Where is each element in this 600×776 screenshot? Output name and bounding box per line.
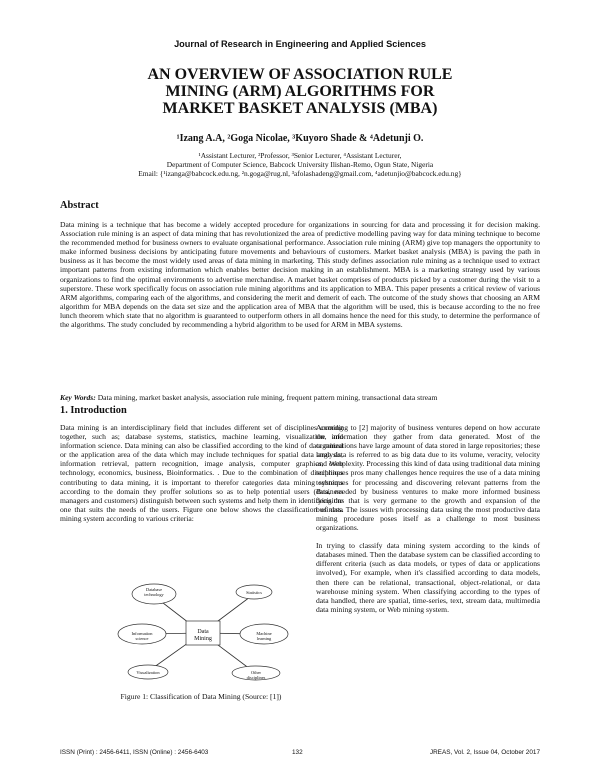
- author-roles: ¹Assistant Lecturer, ²Professor, ³Senior Lecturer, ⁴Assistant Lecturer,: [198, 151, 402, 160]
- paper-title: [90, 66, 510, 117]
- node-database-label: Database technology: [144, 587, 164, 597]
- intro-paragraph-1: Data mining is an interdisciplinary field that includes different set of disciplines coming together, such as; database systems, statistics, machine learning, visualization, and information science. Data mining can also be classified according to the kind of data mined or the application area of the data which may include techniques for spatial data analysis, information retrieval, pattern recognition, image analysis, computer graphics, Web technology, economics, business, Bioinformatics. . Due to the combination of disciplines contributing to data mining, it is important to therefor categories data mining systems according to the domain they proffer solutions so as to help potential users (Business managers and customers) distinguish between such systems and help them in identifying the one that suits the needs of the users. Figure one below shows the classification of data mining system according to various criteria:: [60, 423, 343, 523]
- center-label: Data Mining: [194, 629, 212, 642]
- journal-name: Journal of Research in Engineering and Applied Sciences: [174, 39, 426, 49]
- introduction-heading: 1. Introduction: [60, 405, 127, 416]
- classification-diagram: [114, 580, 290, 686]
- intro-paragraph-2: According to [2] majority of business ventures depend on how accurate the information they gather from data generated. Most of the organizations have large amount of data stored in large repositories; these large data is referred to as big data due to its volume, veracity, velocity and complexity. Processing this kind of data using traditional data mining techniques pros many challenges hence requires the use of a data mining techniques for processing and discovering relevant patterns from the data, needed by business ventures to make more informed business decisions that is very germane to the growth and expansion of the business. The issues with processing data using the most productive data mining procedure poses itself as a challenge to most business organizations.: [316, 423, 540, 533]
- footer-journal-issue: JREAS, Vol. 2, Issue 04, October 2017: [429, 749, 540, 756]
- title-line-2: MINING (ARM) ALGORITHMS FOR: [165, 83, 435, 100]
- abstract-heading: Abstract: [60, 200, 99, 211]
- department: Department of Computer Science, Babcock University Ilishan-Remo, Ogun State, Nigeria: [166, 160, 434, 169]
- node-vis-label: Visualization: [136, 670, 160, 675]
- figure-caption: Figure 1: Classification of Data Mining (Source: [1]): [120, 692, 282, 701]
- abstract-text: Data mining is a technique that has become a widely accepted procedure for organizations in sourcing for data and processing it for decision making. Association rule mining is an aspect of data mining that has revolutionized the area of predictive modelling paving way for data mining technique to become the recommended method for business owners to evaluate organisational performance. Association rule mining (ARM) give top managers the opportunity to make informed business decisions by anticipating future movements and behaviours of customers. Market basket analysis (MBA) is paving the path in business as it has become the most widely used areas of data mining in marketing. This study defines association rule mining as a technique used to extract important patterns from existing information which enables better decision making in an establishment. MBA is a marketing strategy used by various organizations to find the optimal environments to advertise merchandise. A market basket comprises of products picked by a customer during the visit to a superstore. These work specifically focus on association rule mining algorithms and its application to MBA. This paper presents a critical review of various ARM algorithms, comparing each of the algorithms, and considering the merit and demerit of each. The outcome of the study shows that choosing an ARM algorithm for MBA depends on the data set size and the application area of MBA that the algorithm will be used, this is because according to the no free lunch theorem which state that no algorithm is guaranteed to outperform others in all domains hence the need for this study, to determine the performance of the algorithms. The study concluded by recommending a hybrid algorithm to be used for ARM in MBA systems.: [60, 220, 540, 330]
- emails: Email: {¹izanga@babcock.edu.ng, ²n.goga@rug.nl, ³afolashadeng@gmail.com, ⁴adetunjio@babcock.edu.ng}: [138, 169, 462, 178]
- title-line-3: MARKET BASKET ANALYSIS (MBA): [162, 100, 438, 117]
- title-line-1: AN OVERVIEW OF ASSOCIATION RULE: [147, 66, 453, 83]
- keywords: [60, 393, 540, 402]
- keywords-text: Data mining, market basket analysis, association rule mining, frequent pattern mining, transactional data stream: [97, 393, 438, 402]
- intro-paragraph-3: In trying to classify data mining system according to the kinds of databases mined. Then the database system can be classified according to different criteria (such as data models, or types of data or applications involved), For example, when it's classified according to data models, then there can be relational, transactional, object-relational, or data warehouse mining system. When classifying according to the types of data handled, there are spatial, time-series, text, stream data, multimedia data mining system, or Web mining system.: [316, 541, 540, 614]
- keywords-label: Key Words:: [60, 393, 96, 402]
- node-ml-label: Machine learning: [256, 631, 272, 641]
- left-column: [60, 423, 343, 523]
- page-number: 132: [292, 749, 303, 756]
- authors: ¹Izang A.A, ²Goga Nicolae, ³Kuyoro Shade & ⁴Adetunji O.: [176, 133, 424, 144]
- node-info-label: Information science: [131, 631, 153, 641]
- node-other-label: Other disciplines: [246, 670, 266, 680]
- right-column: [316, 423, 540, 614]
- footer-issn: ISSN (Print) : 2456-6411, ISSN (Online) : 2456-6403: [60, 749, 209, 756]
- node-statistics-label: Statistics: [246, 590, 262, 595]
